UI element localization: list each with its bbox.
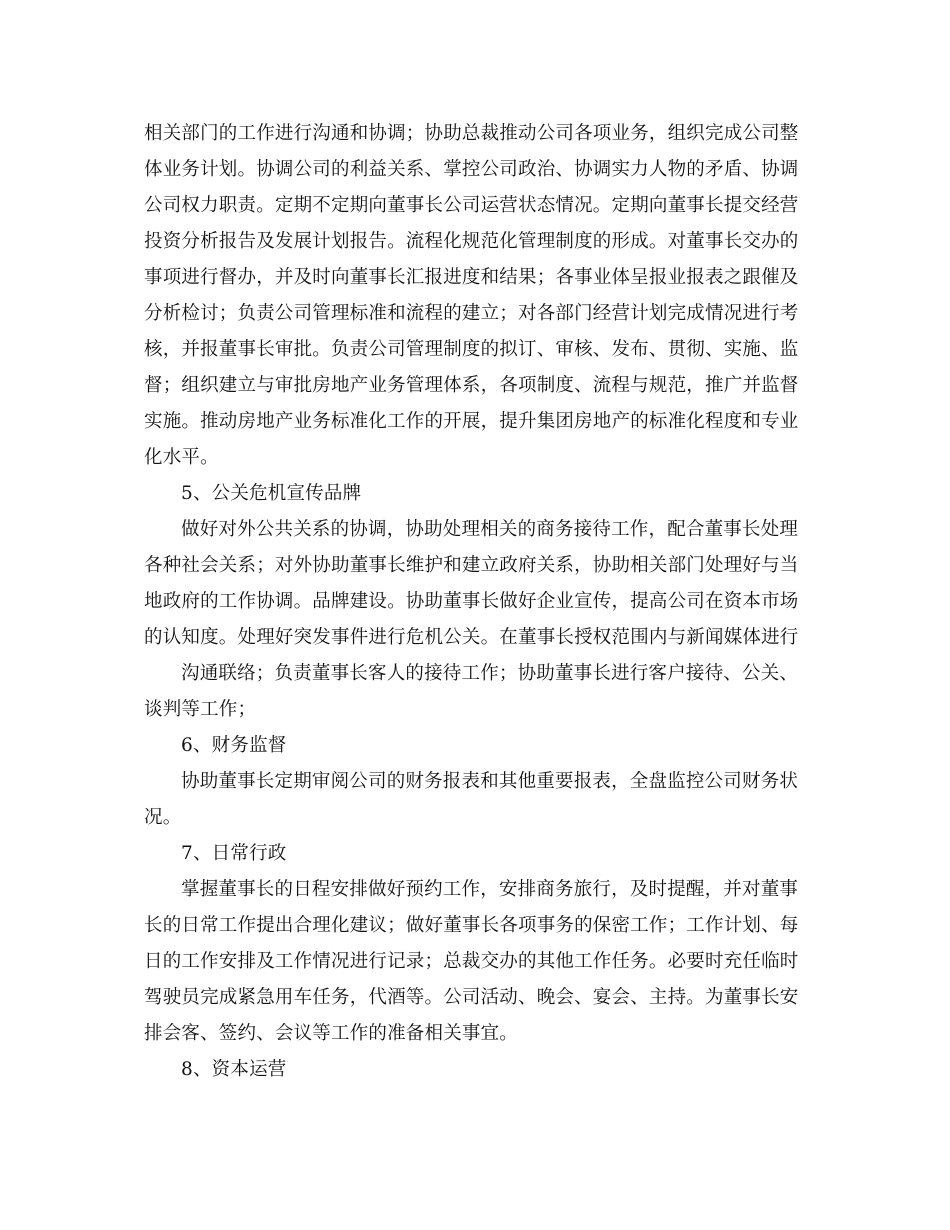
document-body xyxy=(144,116,804,1088)
paragraph-line: 长的日常工作提出合理化建议；做好董事长各项事务的保密工作；工作计划、每 xyxy=(144,915,799,936)
paragraph-line: 掌握董事长的日程安排做好预约工作，安排商务旅行，及时提醒，并对董事 xyxy=(181,879,799,900)
paragraph-line: 况。 xyxy=(144,807,182,828)
paragraph-line: 地政府的工作协调。品牌建设。协助董事长做好企业宣传，提高公司在资本市场 xyxy=(144,591,799,612)
section-4-continuation-paragraph xyxy=(144,116,804,476)
paragraph-line: 的认知度。处理好突发事件进行危机公关。在董事长授权范围内与新闻媒体进行 xyxy=(144,627,799,648)
section-8-heading: 8、资本运营 xyxy=(181,1059,287,1080)
paragraph-line: 日的工作安排及工作情况进行记录；总裁交办的其他工作任务。必要时充任临时 xyxy=(144,951,799,972)
section-7-heading: 7、日常行政 xyxy=(181,843,287,864)
paragraph-line: 分析检讨；负责公司管理标准和流程的建立；对各部门经营计划完成情况进行考 xyxy=(144,303,799,324)
section-6-paragraph xyxy=(144,764,804,836)
paragraph-line: 投资分析报告及发展计划报告。流程化规范化管理制度的形成。对董事长交办的 xyxy=(144,231,799,252)
paragraph-line: 沟通联络；负责董事长客人的接待工作；协助董事长进行客户接待、公关、 xyxy=(181,663,799,684)
paragraph-line: 各种社会关系；对外协助董事长维护和建立政府关系，协助相关部门处理好与当 xyxy=(144,555,799,576)
section-7-paragraph xyxy=(144,872,804,1052)
paragraph-line: 谈判等工作； xyxy=(144,699,257,720)
section-5-heading: 5、公关危机宣传品牌 xyxy=(181,483,362,504)
paragraph-line: 协助董事长定期审阅公司的财务报表和其他重要报表，全盘监控公司财务状 xyxy=(181,771,799,792)
paragraph-line: 做好对外公共关系的协调，协助处理相关的商务接待工作，配合董事长处理 xyxy=(181,519,799,540)
paragraph-line: 实施。推动房地产业务标准化工作的开展，提升集团房地产的标准化程度和专业 xyxy=(144,411,799,432)
paragraph-line: 排会客、签约、会议等工作的准备相关事宜。 xyxy=(144,1023,519,1044)
paragraph-line: 督；组织建立与审批房地产业务管理体系，各项制度、流程与规范，推广并监督 xyxy=(144,375,799,396)
paragraph-line: 核，并报董事长审批。负责公司管理制度的拟订、审核、发布、贯彻、实施、监 xyxy=(144,339,799,360)
section-6-heading: 6、财务监督 xyxy=(181,735,287,756)
paragraph-line: 体业务计划。协调公司的利益关系、掌控公司政治、协调实力人物的矛盾、协调 xyxy=(144,159,799,180)
paragraph-line: 公司权力职责。定期不定期向董事长公司运营状态情况。定期向董事长提交经营 xyxy=(144,195,799,216)
paragraph-line: 化水平。 xyxy=(144,447,219,468)
paragraph-line: 相关部门的工作进行沟通和协调；协助总裁推动公司各项业务，组织完成公司整 xyxy=(144,123,799,144)
paragraph-line: 驾驶员完成紧急用车任务，代酒等。公司活动、晚会、宴会、主持。为董事长安 xyxy=(144,987,799,1008)
paragraph-line: 事项进行督办，并及时向董事长汇报进度和结果；各事业体呈报业报表之跟催及 xyxy=(144,267,799,288)
section-5-paragraph xyxy=(144,512,804,728)
